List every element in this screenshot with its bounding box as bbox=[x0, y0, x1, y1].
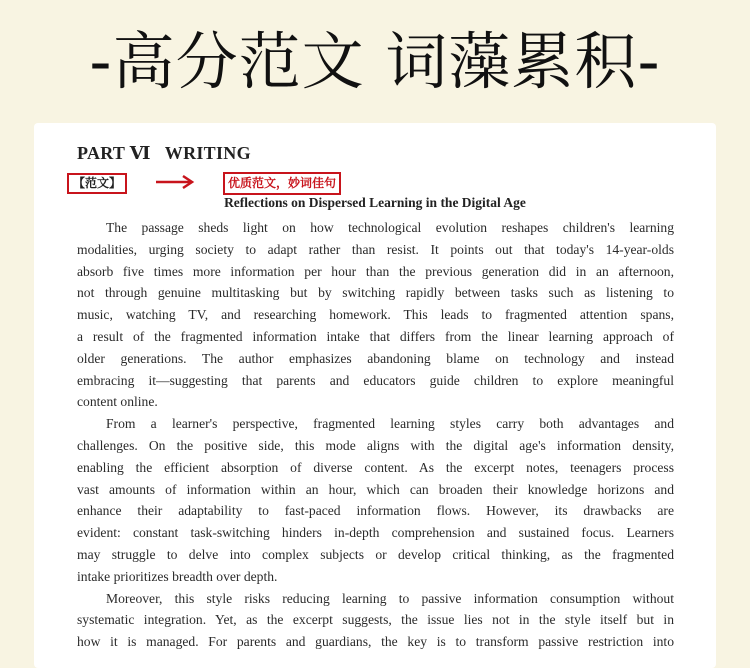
text-line: how it is managed. For parents and guardians, the key is to transform passive restriction into bbox=[77, 634, 674, 650]
text-line: enhance their adaptability to fast-paced information flows. However, its drawbacks are bbox=[77, 503, 674, 519]
essay-paragraph bbox=[77, 413, 674, 587]
text-line: systematic integration. Yet, as the excerpt suggests, the issue lies not in the style itself but in bbox=[77, 612, 674, 628]
text-line: embracing it—suggesting that parents and educators guide children to explore meaningful bbox=[77, 372, 674, 388]
text-line: evident: constant task-switching hinders in-depth comprehension and sustained focus. Learners bbox=[77, 525, 674, 541]
document-page bbox=[34, 123, 716, 668]
banner-title: -高分范文 词藻累积- bbox=[89, 25, 661, 98]
text-line: music, watching TV, and researching homework. This leads to fragmented attention spans, bbox=[77, 307, 674, 323]
text-line: enabling the efficient absorption of diverse content. As the excerpt notes, teenagers process bbox=[77, 459, 674, 475]
highlight-note: 优质范文，妙词佳句 bbox=[223, 172, 341, 195]
text-line: not through genuine multitasking but by switching rapidly between tasks such as listening to bbox=[77, 285, 674, 301]
text-line: modalities, urging society to adapt rather than resist. It points out that today's 14-year-olds bbox=[77, 241, 674, 257]
arrow-right-icon bbox=[156, 174, 196, 190]
text-line: The passage sheds light on how technological evolution reshapes children's learning bbox=[106, 220, 674, 235]
text-line: vast amounts of information within an hour, which can broaden their knowledge horizons and bbox=[77, 481, 674, 497]
text-line: absorb five times more information per hour than the previous generation did in an afternoon, bbox=[77, 263, 674, 279]
text-line: challenges. On the positive side, this mode aligns with the digital age's information density, bbox=[77, 437, 674, 453]
text-line: content online. bbox=[77, 394, 158, 410]
sample-essay-tag: 【范文】 bbox=[67, 173, 127, 194]
essay-paragraph bbox=[77, 217, 674, 413]
essay-title: Reflections on Dispersed Learning in the Digital Age bbox=[224, 195, 526, 210]
text-line: From a learner's perspective, fragmented learning styles carry both advantages and bbox=[106, 416, 674, 432]
text-line: older generations. The author emphasizes abandoning blame on technology and instead bbox=[77, 350, 674, 366]
text-line: a result of the fragmented information intake that differs from the linear learning approach of bbox=[77, 328, 674, 344]
text-line: intake prioritizes breadth over depth. bbox=[77, 568, 278, 584]
text-line: may struggle to delve into complex subjects or develop critical thinking, as the fragmented bbox=[77, 546, 674, 562]
essay-body bbox=[77, 217, 674, 653]
part-heading: PART Ⅵ WRITING bbox=[77, 143, 251, 163]
essay-paragraph bbox=[77, 588, 674, 653]
text-line: Moreover, this style risks reducing learning to passive information consumption without bbox=[106, 590, 674, 606]
